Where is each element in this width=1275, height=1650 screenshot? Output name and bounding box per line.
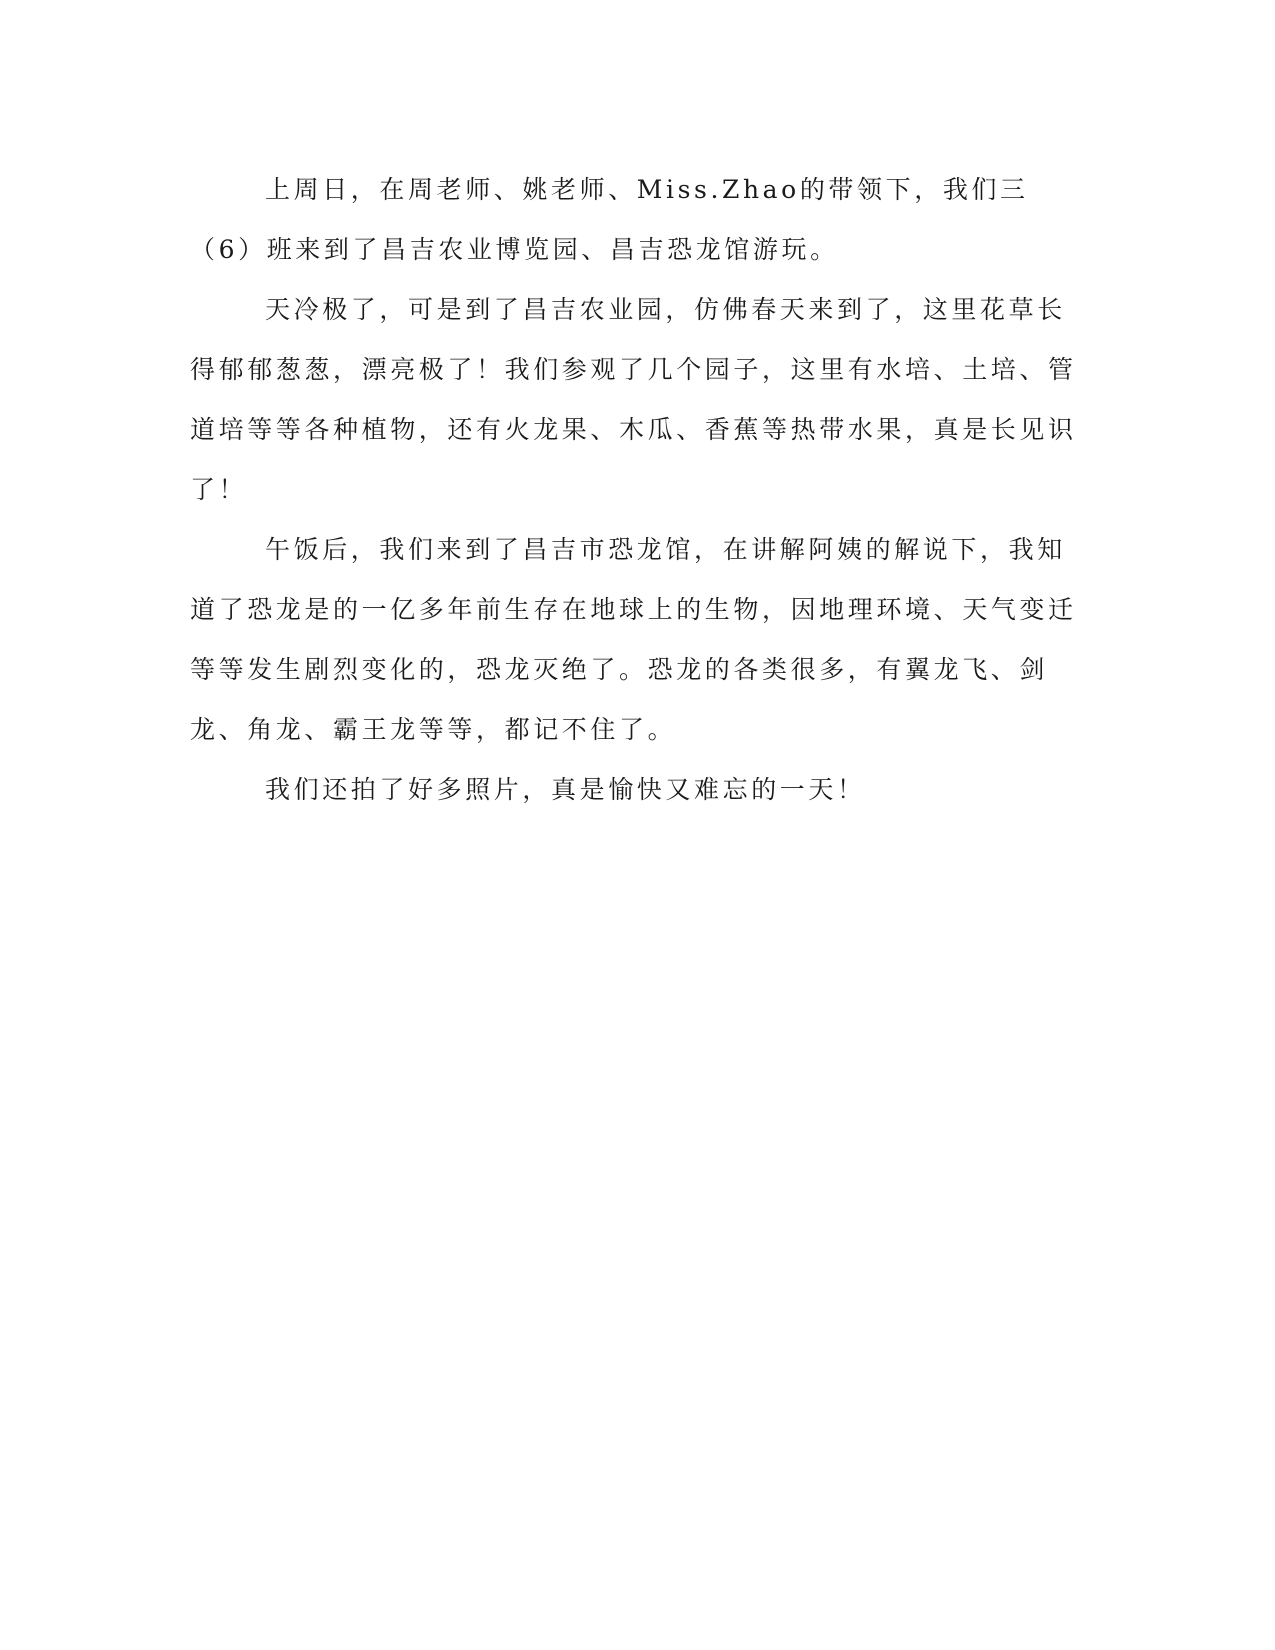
paragraph-1: 上周日，在周老师、姚老师、Miss.Zhao的带领下，我们三（6）班来到了昌吉农业博览园、昌吉恐龙馆游玩。 <box>190 175 1029 264</box>
paragraph-2: 天冷极了，可是到了昌吉农业园，仿佛春天来到了，这里花草长得郁郁葱葱，漂亮极了！我们参观了几个园子，这里有水培、土培、管道培等等各种植物，还有火龙果、木瓜、香蕉等热带水果，真是长见识了！ <box>190 295 1077 504</box>
document-body <box>190 160 1090 820</box>
paragraph-4: 我们还拍了好多照片，真是愉快又难忘的一天！ <box>265 775 866 804</box>
paragraph-3: 午饭后，我们来到了昌吉市恐龙馆，在讲解阿姨的解说下，我知道了恐龙是的一亿多年前生存在地球上的生物，因地理环境、天气变迁等等发生剧烈变化的，恐龙灭绝了。恐龙的各类很多，有翼龙飞、剑龙、角龙、霸王龙等等，都记不住了。 <box>190 535 1077 744</box>
